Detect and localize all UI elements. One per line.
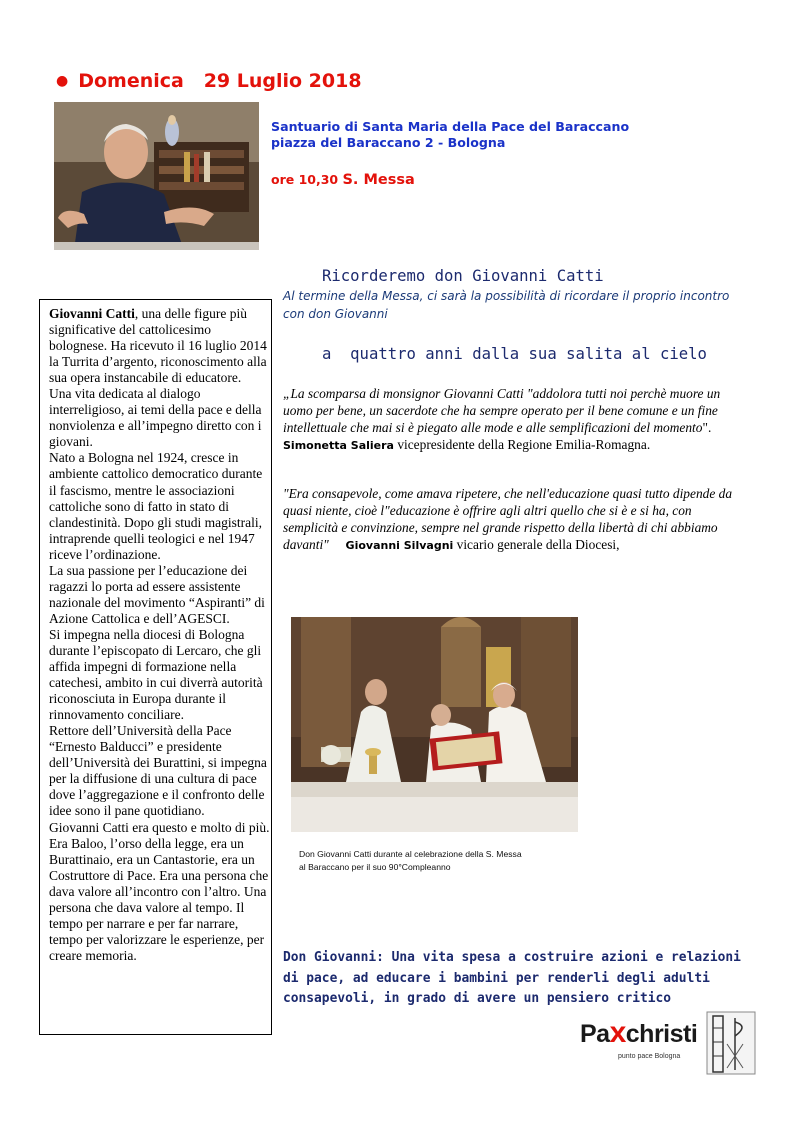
bio-paragraph: Una vita dedicata al dialogo interreligioso, ai temi della pace e della nonviolenza e all’impegno diretto con i giovani. bbox=[49, 386, 262, 450]
quote-role: vicario generale della Diocesi, bbox=[453, 537, 620, 552]
venue-address bbox=[271, 119, 629, 151]
mass-hour: ore 10,30 bbox=[271, 172, 343, 187]
mass-time bbox=[271, 172, 415, 188]
bio-name: Giovanni Catti bbox=[49, 306, 135, 321]
venue-street: piazza del Baraccano 2 - Bologna bbox=[271, 135, 506, 150]
quote-author: Giovanni Silvagni bbox=[345, 539, 454, 552]
caption-line-2: al Baraccano per il suo 90°Compleanno bbox=[299, 862, 451, 872]
caption-line-1: Don Giovanni Catti durante al celebrazione della S. Messa bbox=[299, 849, 522, 859]
quote-author: Simonetta Saliera bbox=[283, 439, 394, 452]
portrait-photo bbox=[54, 102, 259, 250]
remembrance-line-1: Ricorderemo don Giovanni Catti bbox=[322, 267, 604, 285]
event-date: Domenica 29 Luglio 2018 bbox=[78, 70, 362, 92]
bio-paragraph: Rettore dell’Università della Pace “Ernesto Balducci” e presidente dell’Università dei Burattini, si impegna per la diffusione di una cultura di pace dove l’aggregazione e il confronto delle idee sono il pane quotidiano. bbox=[49, 723, 267, 819]
quote-saliera bbox=[283, 385, 745, 454]
bio-paragraph: La sua passione per l’educazione dei ragazzi lo porta ad essere assistente nazionale del movimento “Aspiranti” di Azione Cattolica e dell’AGESCI. bbox=[49, 562, 265, 626]
bio-paragraph: Si impegna nella diocesi di Bologna durante l’episcopato di Lercaro, che gli affida impegni di formazione nella catechesi, ambito in cui diverrà autorità riconosciuta in Europa durante il rinnovamento conciliare. bbox=[49, 626, 263, 723]
quote-text: "Era consapevole, come amava ripetere, che nell'educazione quasi tutto dipende da quasi niente, cioè l"educazione è offrire agli altri quello che si è e si ha, con semplicità e convinzione, sempre nel grande rispetto della libertà di chi abbiamo davanti" bbox=[283, 486, 733, 552]
logo-wordmark: Paxchristi bbox=[580, 1016, 698, 1049]
quote-close: ". bbox=[702, 420, 712, 435]
mass-celebration-photo bbox=[291, 617, 578, 832]
quote-role: vicepresidente della Regione Emilia-Romagna. bbox=[393, 437, 651, 452]
closing-statement: Don Giovanni: Una vita spesa a costruire azioni e relazioni di pace, ad educare i bambini per renderli degli adulti consapevoli, in grado di avere un pensiero critico bbox=[283, 950, 741, 1006]
biography-box bbox=[39, 299, 272, 1035]
quote-text: „La scomparsa di monsignor Giovanni Catti "addolora tutti noi perchè muore un uomo per bene, un sacerdote che ha sempre operato per il bene comune e un fine intellettuale che mai si è piegato alle mode e alle semplificazioni del momento bbox=[283, 386, 721, 435]
remembrance-line-2: a quattro anni dalla sua salita al cielo bbox=[322, 345, 707, 363]
bullet-icon: ● bbox=[56, 73, 69, 89]
intro-note: Al termine della Messa, ci sarà la possibilità di ricordare il proprio incontro con don Giovanni bbox=[283, 289, 730, 321]
logo-subtitle: punto pace Bologna bbox=[618, 1053, 681, 1060]
pax-christi-logo bbox=[580, 1008, 760, 1078]
bio-paragraph: Nato a Bologna nel 1924, cresce in ambiente cattolico democratico durante il fascismo, mentre le associazioni cattoliche sono di fatto in stato di clandestinità. Dopo gli studi magistrali, intraprende quelli teologici e nel 1947 riceve l’ordinazione. bbox=[49, 450, 263, 562]
venue-name: Santuario di Santa Maria della Pace del Baraccano bbox=[271, 119, 630, 134]
bio-paragraph: Giovanni Catti, una delle figure più significative del cattolicesimo bolognese. Ha ricevuto il 16 luglio 2014 la Turrita d’argento, riconoscimento alla sua opera instancabile di educatore. bbox=[49, 306, 267, 386]
tower-emblem-icon bbox=[703, 1008, 759, 1078]
bio-paragraph: Giovanni Catti era questo e molto di più. Era Baloo, l’orso della legge, era un Burattinaio, era un Cantastorie, era un Costruttore di Pace. Era una persona che dava valore all’incontro con l’altro. Una persona che dava valore al tempo. Il tempo per narrare e per far narrare, tempo per valorizzare le esperienze, per creare memoria. bbox=[49, 819, 270, 963]
quote-silvagni bbox=[283, 485, 745, 554]
event-date-heading bbox=[56, 70, 362, 92]
mass-label: S. Messa bbox=[342, 172, 415, 188]
photo-caption bbox=[299, 848, 522, 874]
